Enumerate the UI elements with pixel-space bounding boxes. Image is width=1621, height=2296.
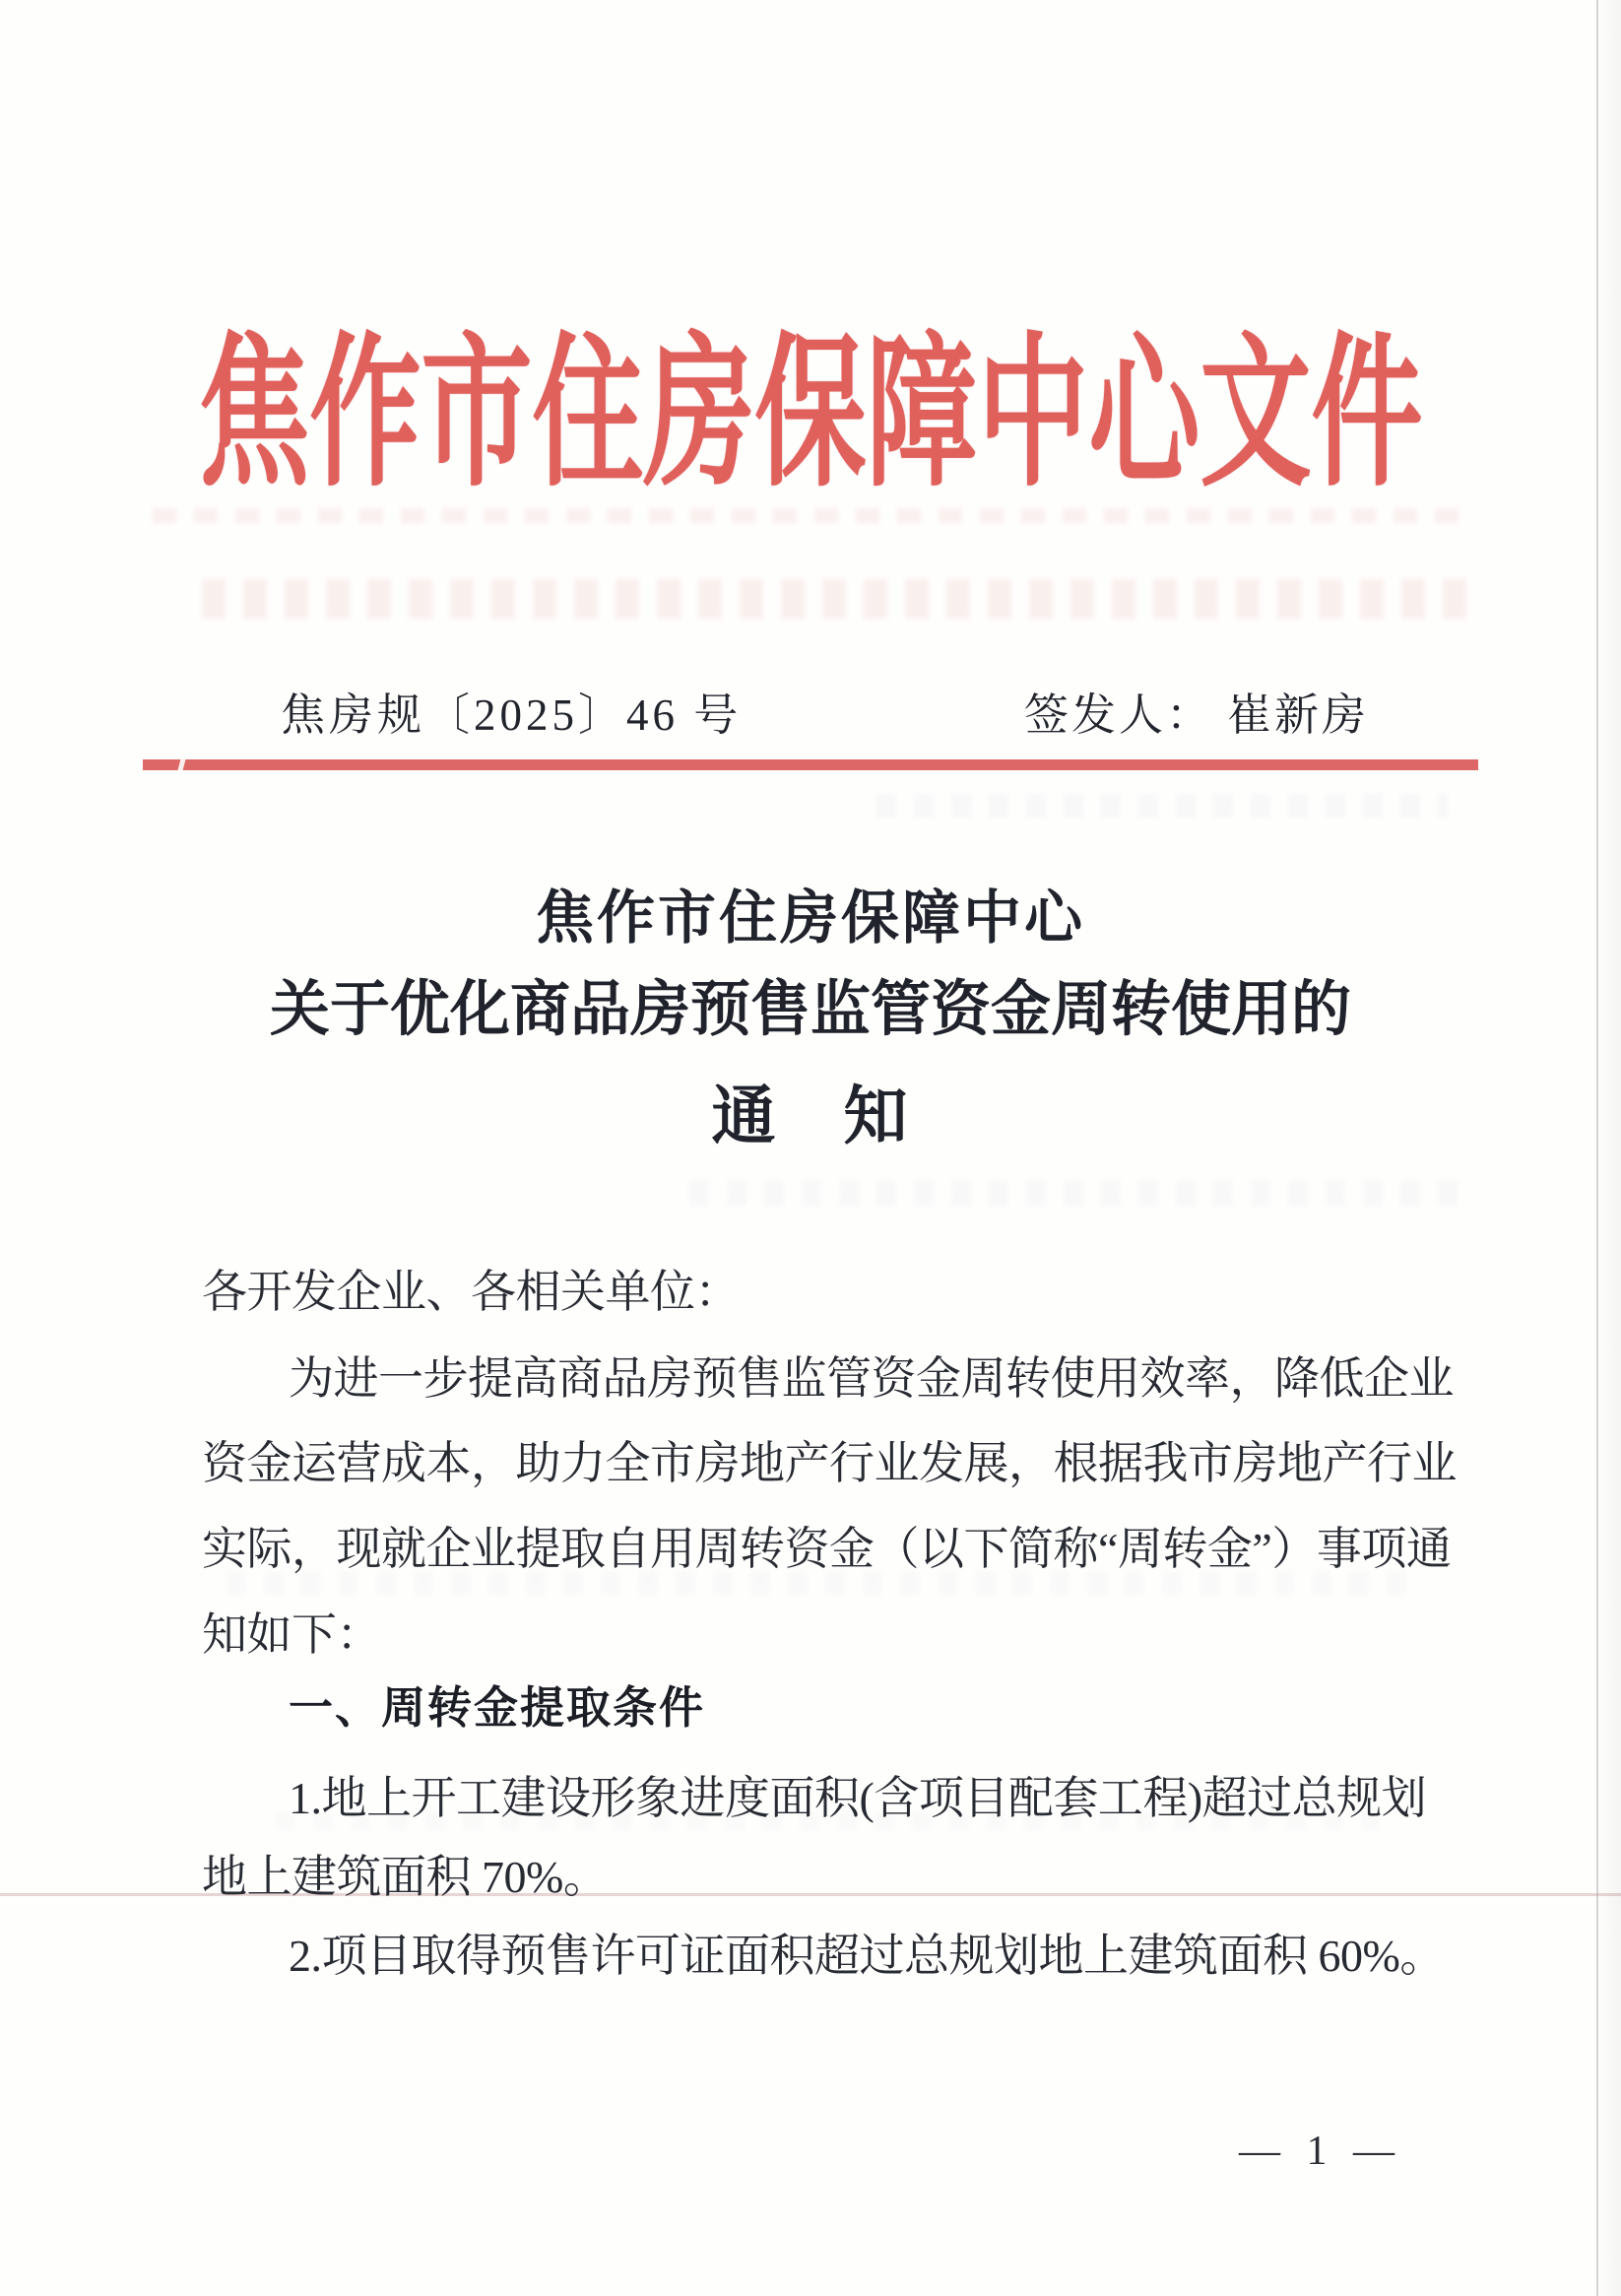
section-heading: 一、周转金提取条件: [289, 1682, 706, 1733]
masthead-agency-title: 焦作市住房保障中心文件: [198, 324, 1423, 507]
page-number: — 1 —: [1239, 2129, 1402, 2174]
body-line: 资金运营成本，助力全市房地产行业发展，根据我市房地产行业: [202, 1438, 1457, 1488]
scan-artifact: [689, 1180, 1458, 1206]
document-title-line-2: 关于优化商品房预售监管资金周转使用的: [269, 977, 1351, 1043]
red-separator-line: [143, 759, 1478, 770]
scan-artifact: [202, 579, 1472, 619]
body-line: 地上建筑面积 70%。: [202, 1852, 609, 1902]
document-title-line-1: 焦作市住房保障中心: [535, 886, 1085, 951]
body-line: 为进一步提高商品房预售监管资金周转使用效率，降低企业: [289, 1353, 1454, 1404]
body-line: 1.地上开工建设形象进度面积(含项目配套工程)超过总规划: [289, 1773, 1427, 1823]
scan-artifact: [153, 508, 1472, 523]
issuer-label: 签发人：: [1024, 690, 1214, 740]
salutation-line: 各开发企业、各相关单位：: [202, 1267, 740, 1317]
body-line: 知如下：: [202, 1609, 381, 1660]
issuer-row: [1024, 689, 1369, 741]
body-line: 2.项目取得预售许可证面积超过总规划地上建筑面积 60%。: [289, 1931, 1445, 1981]
document-number: 焦房规〔2025〕46 号: [281, 690, 743, 740]
document-title-line-3: 通 知: [711, 1082, 910, 1152]
issuer-name: 崔新房: [1227, 690, 1370, 740]
scan-artifact: [876, 794, 1448, 818]
body-line: 实际，现就企业提取自用周转资金（以下简称“周转金”）事项通: [202, 1524, 1452, 1574]
